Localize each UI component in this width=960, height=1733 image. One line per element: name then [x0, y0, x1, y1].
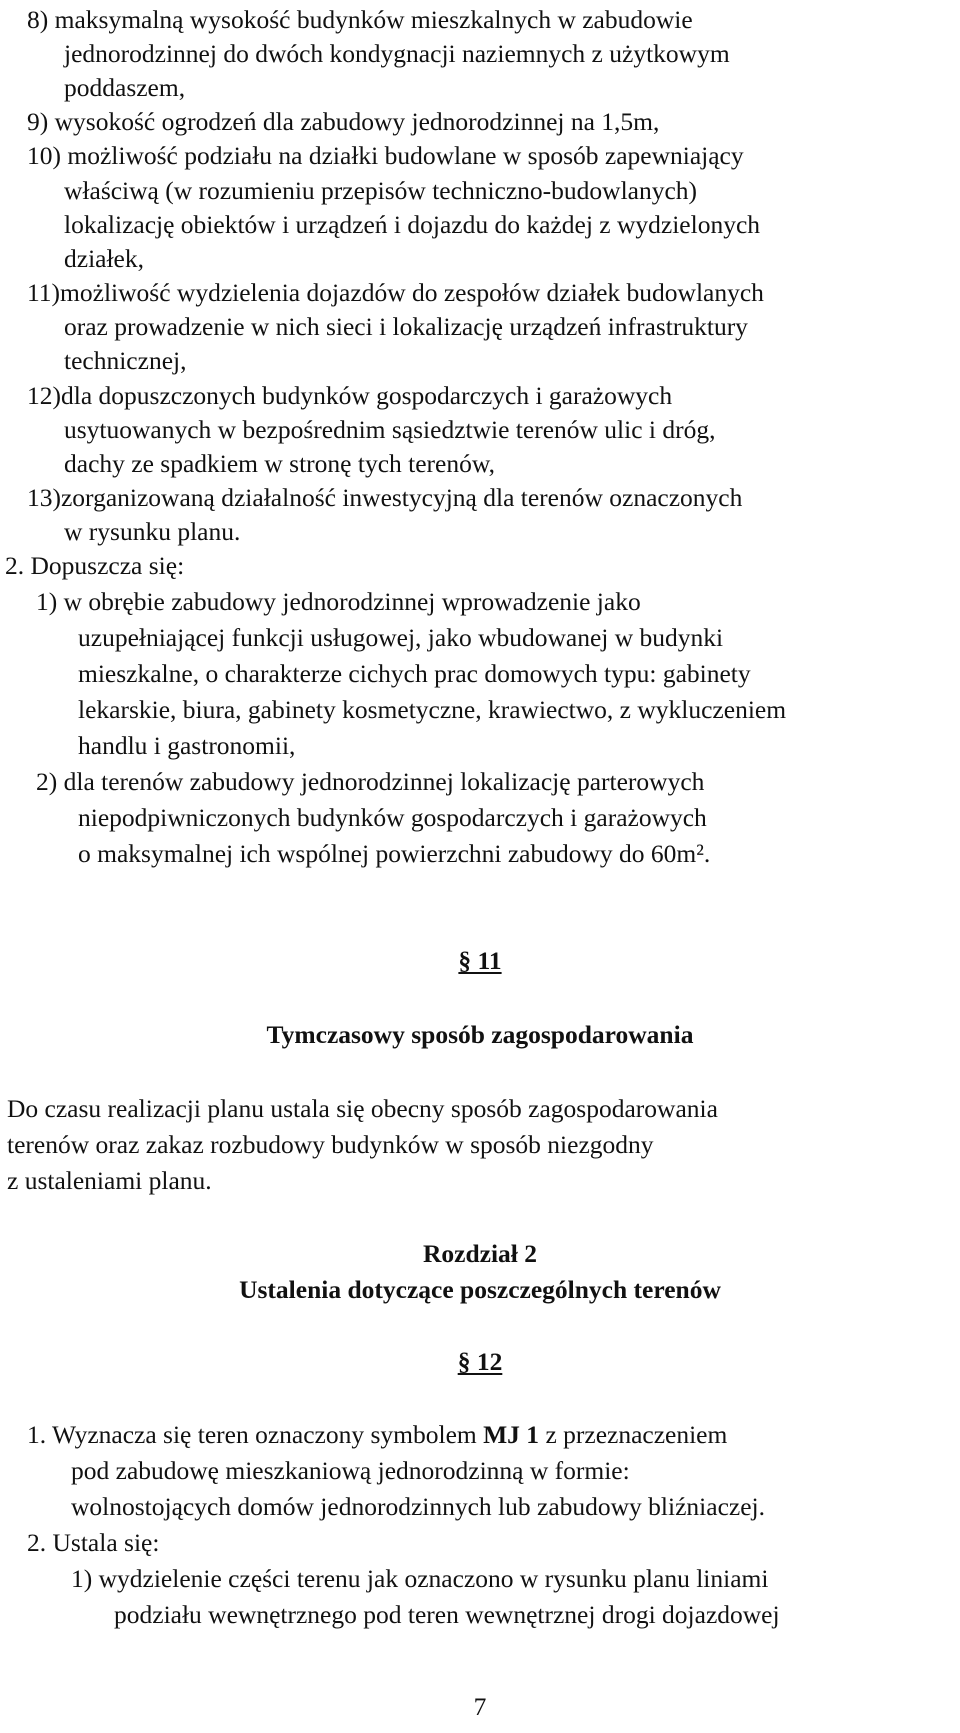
list-item-12-cont: usytuowanych w bezpośrednim sąsiedztwie terenów ulic i dróg, — [64, 415, 716, 444]
allow-item-1-cont: lekarskie, biura, gabinety kosmetyczne, krawiectwo, z wykluczeniem — [78, 695, 787, 724]
list-item-10-cont: właściwą (w rozumieniu przepisów techniczno-budowlanych) — [64, 176, 698, 205]
chapter-title: Rozdział 2 — [422, 1239, 538, 1268]
clause-1-cont: wolnostojących domów jednorodzinnych lub zabudowy bliźniaczej. — [71, 1492, 765, 1521]
clause-1 — [27, 1418, 727, 1452]
clause-2: 2. Ustala się: — [27, 1528, 160, 1557]
allow-item-1: 1) w obrębie zabudowy jednorodzinnej wprowadzenie jako — [36, 587, 641, 616]
list-item-9: 9) wysokość ogrodzeń dla zabudowy jednorodzinnej na 1,5m, — [27, 107, 660, 136]
clause-1-cont: pod zabudowę mieszkaniową jednorodzinną w formie: — [71, 1456, 630, 1485]
body-paragraph: Do czasu realizacji planu ustala się obecny sposób zagospodarowania — [7, 1094, 718, 1123]
list-item-12-cont: dachy ze spadkiem w stronę tych terenów, — [64, 449, 495, 478]
list-item-13-cont: w rysunku planu. — [64, 517, 241, 546]
clause-2-item-1-cont: podziału wewnętrznego pod teren wewnętrznej drogi dojazdowej — [114, 1600, 780, 1629]
body-paragraph-cont: terenów oraz zakaz rozbudowy budynków w sposób niezgodny — [7, 1130, 654, 1159]
list-item-8-cont: poddaszem, — [64, 73, 186, 102]
allow-item-2-cont: niepodpiwniczonych budynków gospodarczych i garażowych — [78, 803, 707, 832]
zone-symbol: MJ 1 — [483, 1420, 540, 1449]
clause-1-text: 1. Wyznacza się teren oznaczony symbolem — [27, 1420, 484, 1449]
section-2-heading: 2. Dopuszcza się: — [5, 551, 185, 580]
page-number: 7 — [473, 1692, 487, 1721]
list-item-10: 10) możliwość podziału na działki budowlane w sposób zapewniający — [27, 141, 744, 170]
allow-item-2-cont: o maksymalnej ich wspólnej powierzchni zabudowy do 60m². — [78, 839, 711, 868]
allow-item-2: 2) dla terenów zabudowy jednorodzinnej lokalizację parterowych — [36, 767, 705, 796]
paragraph-symbol-12: § 12 — [457, 1347, 503, 1376]
list-item-8: 8) maksymalną wysokość budynków mieszkalnych w zabudowie — [27, 5, 693, 34]
list-item-11-cont: oraz prowadzenie w nich sieci i lokalizację urządzeń infrastruktury — [64, 312, 748, 341]
list-item-8-cont: jednorodzinnej do dwóch kondygnacji naziemnych z użytkowym — [64, 39, 730, 68]
list-item-10-cont: działek, — [64, 244, 144, 273]
allow-item-1-cont: uzupełniającej funkcji usługowej, jako wbudowanej w budynki — [78, 623, 724, 652]
allow-item-1-cont: handlu i gastronomii, — [78, 731, 296, 760]
paragraph-symbol-11: § 11 — [458, 946, 502, 975]
allow-item-1-cont: mieszkalne, o charakterze cichych prac domowych typu: gabinety — [78, 659, 751, 688]
list-item-10-cont: lokalizację obiektów i urządzeń i dojazdu do każdej z wydzielonych — [64, 210, 761, 239]
clause-1-text-end: z przeznaczeniem — [539, 1420, 728, 1449]
list-item-12: 12)dla dopuszczonych budynków gospodarczych i garażowych — [27, 381, 673, 410]
list-item-11: 11)możliwość wydzielenia dojazdów do zespołów działek budowlanych — [27, 278, 764, 307]
chapter-subtitle: Ustalenia dotyczące poszczególnych terenów — [239, 1275, 721, 1304]
body-paragraph-cont: z ustaleniami planu. — [7, 1166, 212, 1195]
section-heading: Tymczasowy sposób zagospodarowania — [266, 1020, 694, 1049]
clause-2-item-1: 1) wydzielenie części terenu jak oznaczono w rysunku planu liniami — [71, 1564, 769, 1593]
list-item-13: 13)zorganizowaną działalność inwestycyjną dla terenów oznaczonych — [27, 483, 743, 512]
list-item-11-cont: technicznej, — [64, 346, 187, 375]
